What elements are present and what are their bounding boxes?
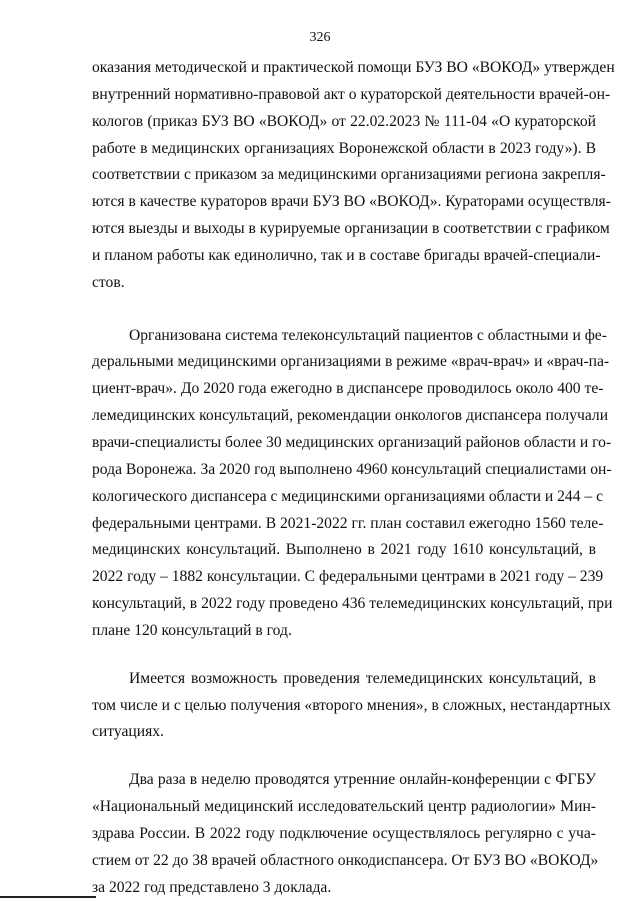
text-line: плане 120 консультаций в год. — [92, 621, 292, 639]
text-line: и планом работы как единолично, так и в составе бригады врачей-специали- — [92, 246, 601, 264]
paragraph-curatorship — [92, 55, 615, 297]
text-line: ются выезды и выходы в курируемые организации в соответствии с графиком — [92, 220, 610, 238]
document-body — [92, 55, 615, 901]
text-line: кологического диспансера с медицинскими организациями области и 244 – с — [92, 487, 604, 505]
page-number: 326 — [309, 30, 331, 45]
text-line: Два раза в неделю проводятся утренние онлайн-конференции с ФГБУ — [129, 771, 596, 789]
text-line: рода Воронежа. За 2020 год выполнено 4960 консультаций специалистами он- — [92, 460, 612, 478]
text-line: федеральными центрами. В 2021-2022 гг. план составил ежегодно 1560 теле- — [92, 514, 604, 532]
footnote-divider — [0, 896, 96, 898]
text-line: врачи-специалисты более 30 медицинских организаций районов области и го- — [92, 433, 612, 451]
text-line: работе в медицинских организациях Воронежской области в 2023 году»). В — [92, 139, 596, 157]
text-line: кологов (приказ БУЗ ВО «ВОКОД» от 22.02.2023 № 111-04 «О кураторской — [92, 112, 596, 130]
paragraph-second-opinion — [92, 666, 611, 747]
text-line: стием от 22 до 38 врачей областного онкодиспансера. От БУЗ ВО «ВОКОД» — [92, 851, 599, 869]
text-line: ситуациях. — [92, 723, 164, 741]
text-line: Имеется возможность проведения телемедицинских консультаций, в — [129, 669, 596, 687]
text-line: деральными медицинскими организациями в режиме «врач-врач» и «врач-па- — [92, 353, 610, 371]
paragraph-teleconsultations — [92, 323, 613, 645]
text-line: лемедицинских консультаций, рекомендации онкологов диспансера получали — [92, 407, 609, 425]
text-line: ются в качестве кураторов врачи БУЗ ВО «ВОКОД». Кураторами осуществля- — [92, 193, 611, 211]
text-line: «Национальный медицинский исследовательский центр радиологии» Мин- — [92, 798, 596, 816]
text-line: соответствии с приказом за медицинскими организациями региона закрепля- — [92, 166, 606, 184]
text-line: Организована система телеконсультаций пациентов с областными и фе- — [129, 326, 607, 344]
text-line: медицинских консультаций. Выполнено в 2021 году 1610 консультаций, в — [92, 541, 596, 559]
text-line: оказания методической и практической помощи БУЗ ВО «ВОКОД» утвержден — [92, 59, 615, 76]
text-line: 2022 году – 1882 консультации. С федеральными центрами в 2021 году – 239 — [92, 568, 604, 586]
paragraph-online-conferences — [92, 767, 599, 901]
text-line: консультаций, в 2022 году проведено 436 телемедицинских консультаций, при — [92, 595, 613, 613]
text-line: том числе и с целью получения «второго мнения», в сложных, нестандартных — [92, 696, 611, 714]
text-line: стов. — [92, 273, 125, 291]
text-line: циент-врач». До 2020 года ежегодно в диспансере проводилось около 400 те- — [92, 380, 604, 398]
text-line: внутренний нормативно-правовой акт о кураторской деятельности врачей-он- — [92, 85, 611, 103]
text-line: здрава России. В 2022 году подключение осуществлялось регулярно с уча- — [92, 824, 596, 842]
text-line: за 2022 год представлено 3 доклада. — [92, 878, 332, 896]
